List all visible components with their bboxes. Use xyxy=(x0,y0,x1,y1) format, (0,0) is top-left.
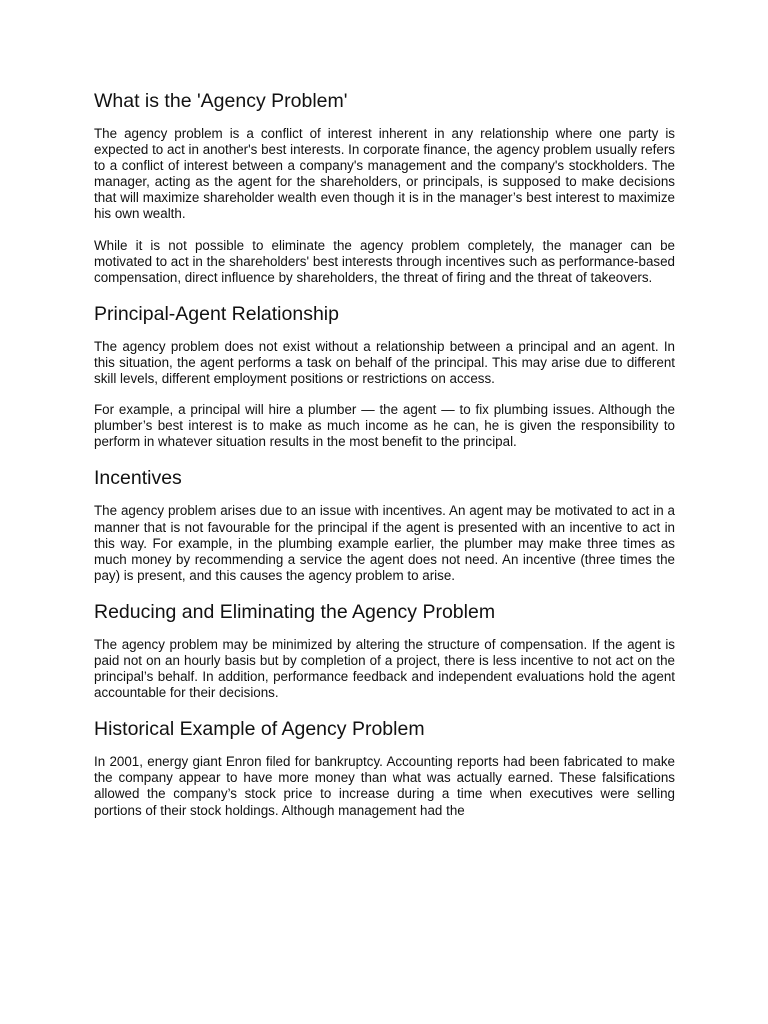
paragraph: While it is not possible to eliminate the agency problem completely, the manager can be motivated to act in the shareholders' best interests through incentives such as performance-based compensation, direct influence by shareholders, the threat of firing and the threat of takeovers. xyxy=(94,237,675,285)
section-principal-agent-relationship xyxy=(94,301,675,451)
paragraph: In 2001, energy giant Enron filed for bankruptcy. Accounting reports had been fabricated to make the company appear to have more money than what was actually earned. These falsifications allowed the company’s stock price to increase during a time when executives were selling portions of their stock holdings. Although management had the xyxy=(94,754,675,818)
document-page xyxy=(94,88,675,834)
section-what-is-agency-problem xyxy=(94,88,675,286)
section-heading: Reducing and Eliminating the Agency Problem xyxy=(94,600,496,623)
section-heading: What is the 'Agency Problem' xyxy=(94,90,348,112)
paragraph: The agency problem may be minimized by altering the structure of compensation. If the agent is paid not on an hourly basis but by completion of a project, there is less incentive to not act on the principal’s behalf. In addition, performance feedback and independent evaluations hold the agent accountable for their decisions. xyxy=(94,636,675,701)
section-incentives xyxy=(94,465,675,583)
section-historical-example xyxy=(94,716,675,818)
section-heading: Historical Example of Agency Problem xyxy=(94,718,425,741)
section-reducing-eliminating xyxy=(94,599,675,701)
section-heading: Principal-Agent Relationship xyxy=(94,302,339,325)
section-heading: Incentives xyxy=(94,467,182,490)
paragraph: The agency problem is a conflict of interest inherent in any relationship where one party is expected to act in another's best interests. In corporate finance, the agency problem usually refers to a conflict of interest between a company's management and the company's stockholders. The manager, acting as the agent for the shareholders, or principals, is supposed to make decisions that will maximize shareholder wealth even though it is in the manager’s best interest to maximize his own wealth. xyxy=(94,126,675,222)
paragraph: For example, a principal will hire a plumber — the agent — to fix plumbing issues. Although the plumber’s best interest is to make as much income as he can, he is given the responsibility to perform in whatever situation results in the most benefit to the principal. xyxy=(94,402,675,450)
paragraph: The agency problem does not exist without a relationship between a principal and an agent. In this situation, the agent performs a task on behalf of the principal. This may arise due to different skill levels, different employment positions or restrictions on access. xyxy=(94,338,675,387)
paragraph: The agency problem arises due to an issue with incentives. An agent may be motivated to act in a manner that is not favourable for the principal if the agent is presented with an incentive to act in this way. For example, in the plumbing example earlier, the plumber may make three times as much money by recommending a service the agent does not need. An incentive (three times the pay) is present, and this causes the agency problem to arise. xyxy=(94,503,675,583)
